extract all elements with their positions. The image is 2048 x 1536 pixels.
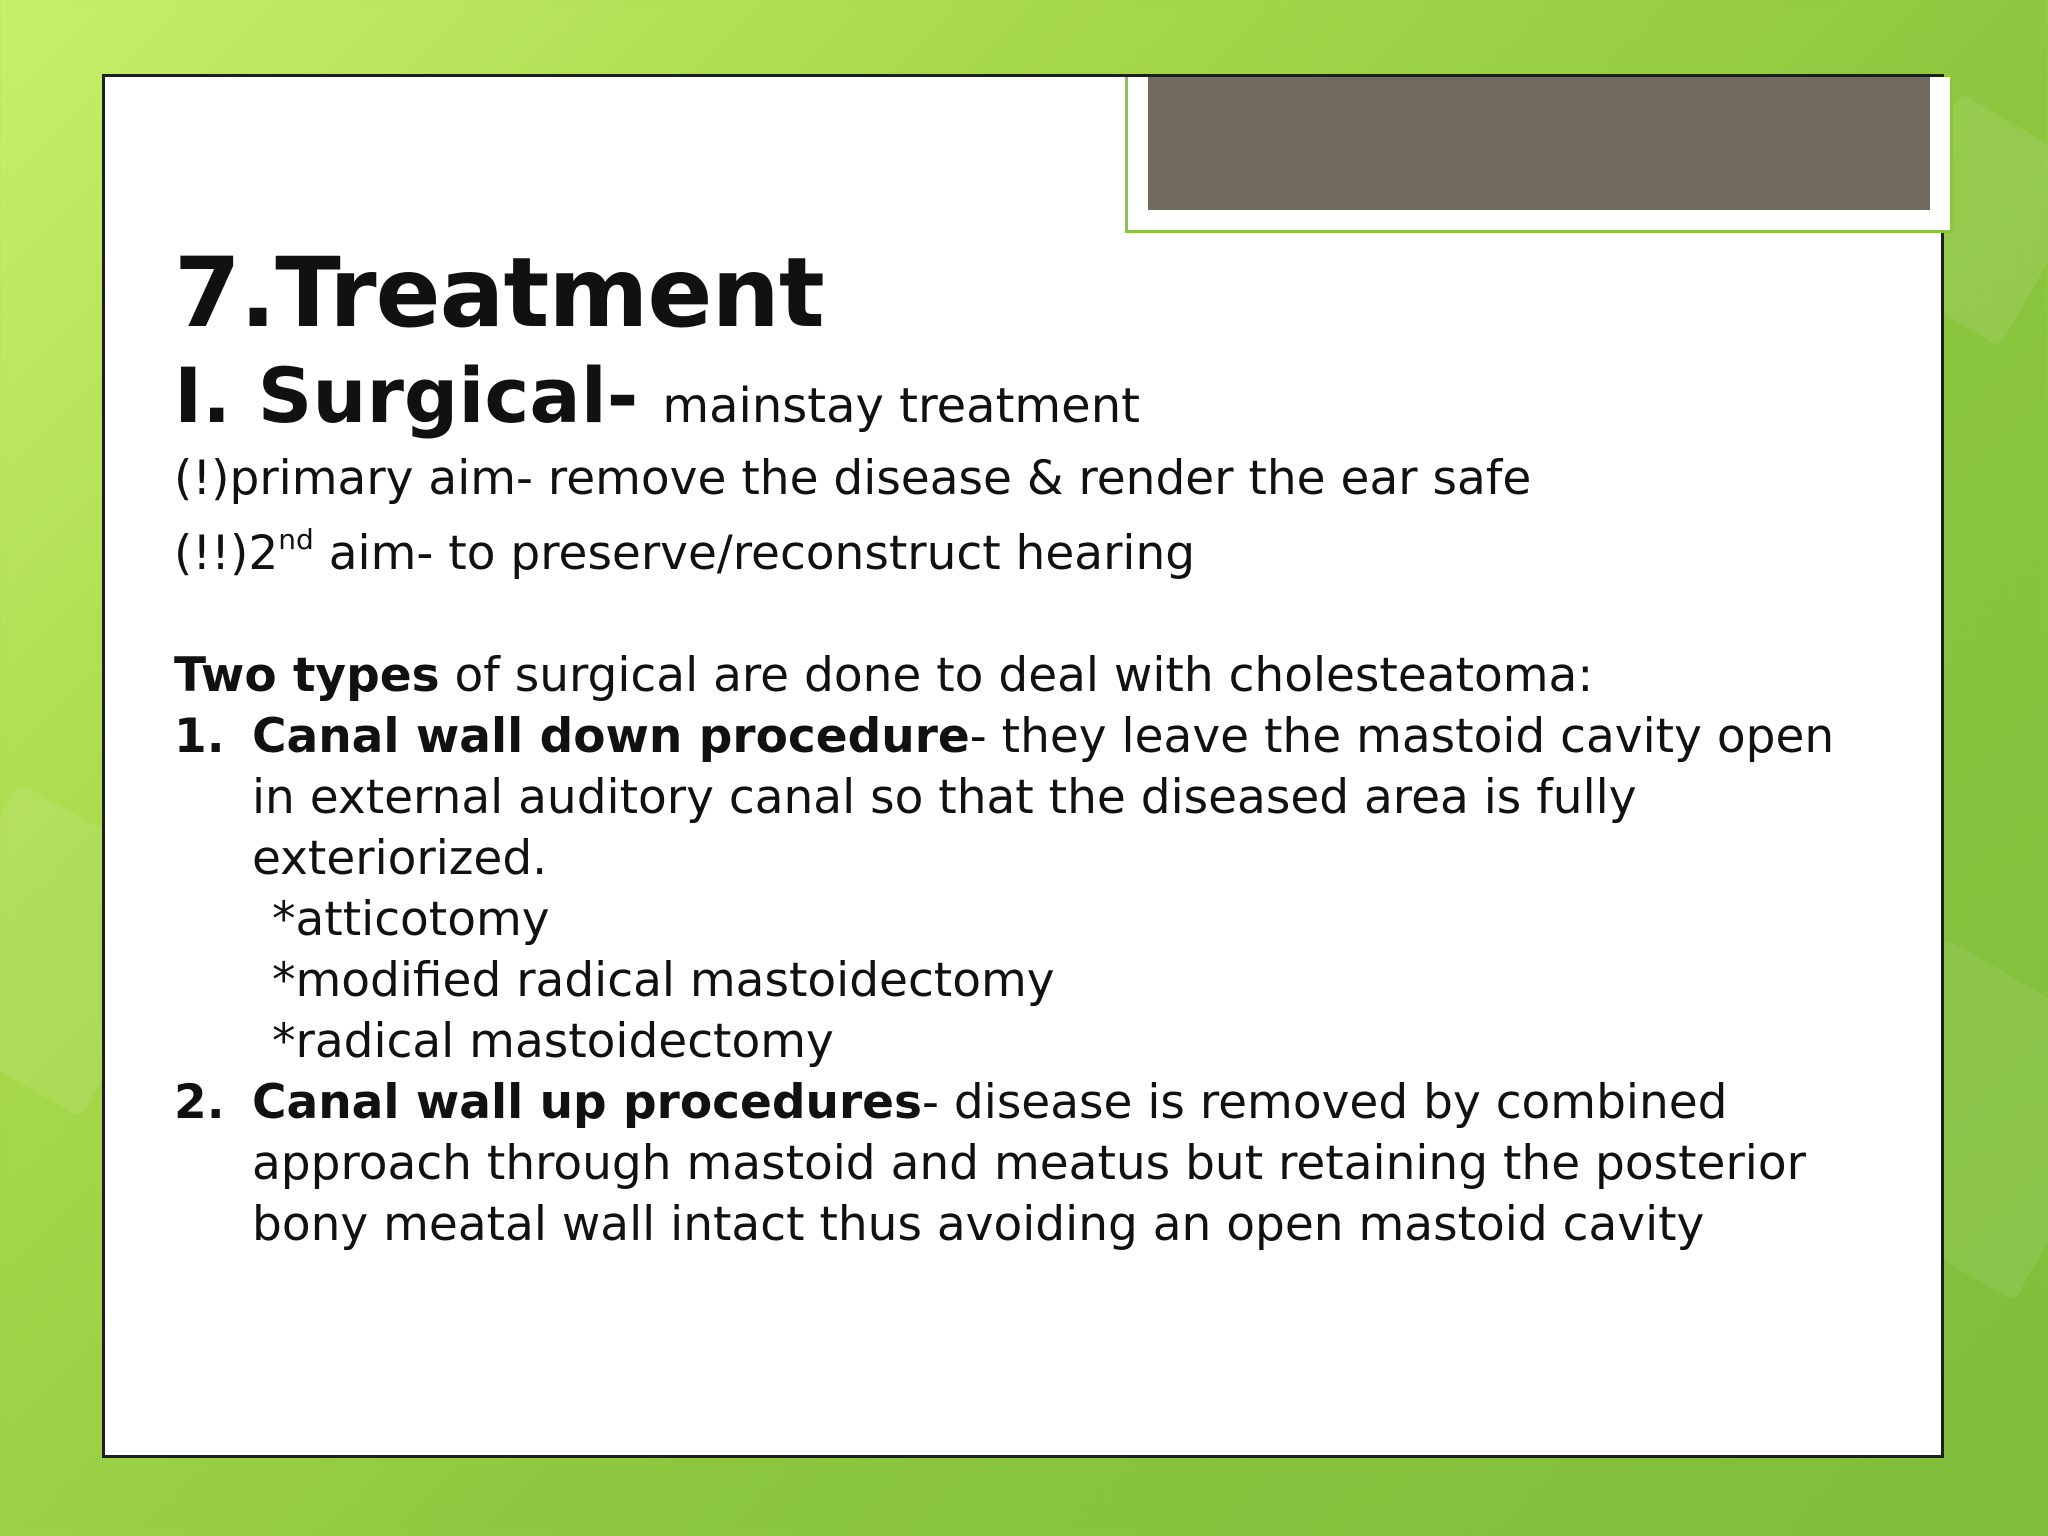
section-heading [174, 348, 1854, 448]
types-intro-bold: Two types [174, 648, 440, 703]
secondary-aim [174, 509, 1854, 584]
list-item-text: - disease is removed by combined approach through mastoid and meatus but retaining the posterior bony meatal wall intact thus avoiding an open mastoid cavity [252, 1075, 1806, 1252]
list-item-heading: Canal wall down procedure [252, 709, 970, 764]
list-item-body [252, 1072, 1854, 1255]
section-note: mainstay treatment [662, 378, 1140, 434]
list-item-number: 2. [174, 1075, 225, 1130]
spacer [174, 584, 1854, 645]
list-item [174, 1072, 1854, 1255]
list-item-text: - they leave the mastoid cavity open in external auditory canal so that the diseased area is fully exteriorized. [252, 709, 1835, 886]
secondary-aim-suffix: aim- to preserve/reconstruct hearing [313, 526, 1196, 581]
slide-title: 7.Treatment [174, 237, 824, 349]
list-item [174, 706, 1854, 889]
title-tab-placeholder [1148, 77, 1930, 210]
list-item-number: 1. [174, 709, 225, 764]
list-item-body [252, 706, 1854, 889]
title-tab-frame [1125, 77, 1953, 233]
slide-body [174, 238, 1854, 1255]
sub-list-item: *radical mastoidectomy [272, 1014, 834, 1069]
types-intro-rest: of surgical are done to deal with cholesteatoma: [439, 648, 1594, 703]
types-intro [174, 645, 1854, 706]
sub-list-item: *atticotomy [272, 892, 550, 947]
secondary-aim-superscript: nd [278, 523, 314, 556]
secondary-aim-prefix: (!!)2 [174, 526, 279, 581]
primary-aim: (!)primary aim- remove the disease & render the ear safe [174, 451, 1532, 506]
section-label: I. Surgical- [174, 351, 639, 440]
list-item-heading: Canal wall up procedures [252, 1075, 923, 1130]
sub-list-item: *modified radical mastoidectomy [272, 953, 1055, 1008]
